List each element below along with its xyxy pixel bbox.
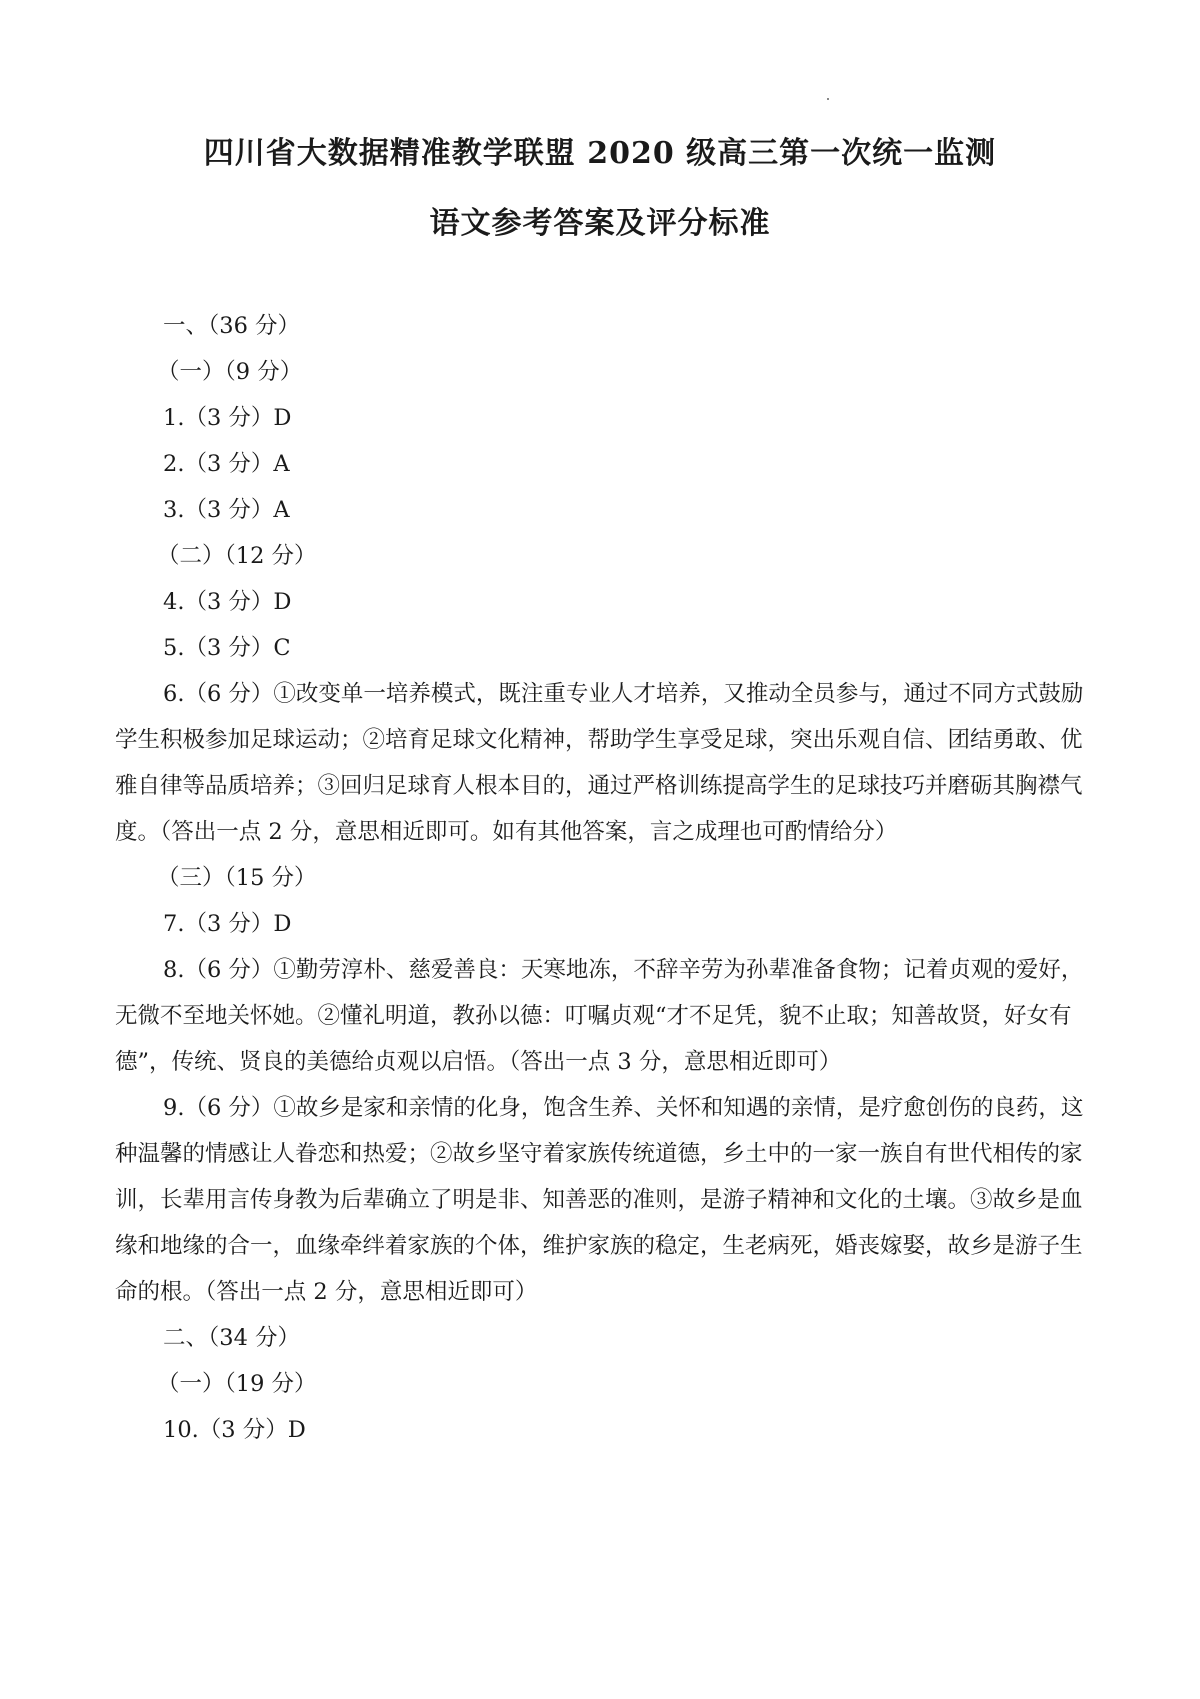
answer-line: 1.（3 分）D [163,405,292,431]
subsection-heading: （二）（12 分） [157,543,317,569]
answer-paragraph: 9.（6 分）①故乡是家和亲情的化身，饱含生养、关怀和知遇的亲情，是疗愈创伤的良药，这种温馨的情感让人眷恋和热爱；②故乡坚守着家族传统道德，乡土中的一家一族自有世代相传的家训，长辈用言传身教为后辈确立了明是非、知善恶的准则，是游子精神和文化的土壤。③故乡是血缘和地缘的合一，血缘牵绊着家族的个体，维护家族的稳定，生老病死，婚丧嫁娶，故乡是游子生命的根。（答出一点 2 分，意思相近即可） [115,1095,1084,1305]
answer-paragraph: 6.（6 分）①改变单一培养模式，既注重专业人才培养，又推动全员参与，通过不同方式鼓励学生积极参加足球运动；②培育足球文化精神，帮助学生享受足球，突出乐观自信、团结勇敢、优雅自律等品质培养；③回归足球育人根本目的，通过严格训练提高学生的足球技巧并磨砺其胸襟气度。（答出一点 2 分，意思相近即可。如有其他答案，言之成理也可酌情给分） [115,681,1084,845]
section-heading: 一、（36 分） [163,313,301,339]
document-subtitle: 语文参考答案及评分标准 [429,206,771,241]
section-heading: 二、（34 分） [163,1325,301,1351]
answer-line: 7.（3 分）D [163,911,292,937]
answer-line: 2.（3 分）A [163,451,290,477]
subsection-heading: （三）（15 分） [157,865,317,891]
answer-line: 10.（3 分）D [163,1417,306,1443]
answer-paragraph: 8.（6 分）①勤劳淳朴、慈爱善良：天寒地冻，不辞辛劳为孙辈准备食物；记着贞观的爱好，无微不至地关怀她。②懂礼明道，教孙以德：叮嘱贞观“才不足凭，貌不止取；知善故贤，好女有德”，传统、贤良的美德给贞观以启悟。（答出一点 3 分，意思相近即可） [115,957,1084,1075]
subsection-heading: （一）（9 分） [157,359,303,385]
answer-line: 5.（3 分）C [163,635,291,661]
answer-line: 3.（3 分）A [163,497,290,523]
scan-speck [827,98,829,100]
subsection-heading: （一）（19 分） [157,1371,317,1397]
document-title: 四川省大数据精准教学联盟 2020 级高三第一次统一监测 [203,136,997,171]
answer-content [115,303,1090,1453]
answer-line: 4.（3 分）D [163,589,292,615]
